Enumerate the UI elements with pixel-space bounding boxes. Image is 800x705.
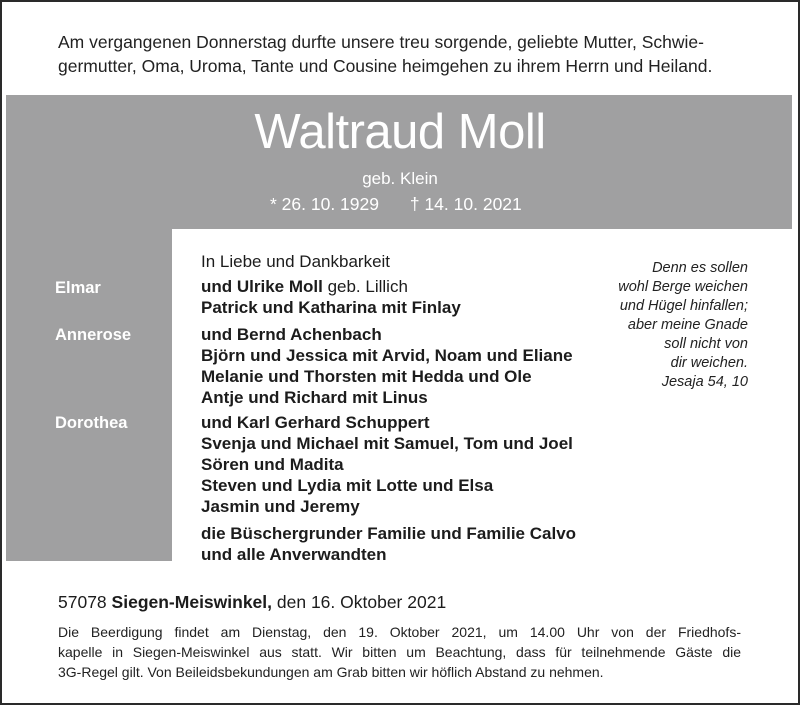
notice-line: 3G-Regel gilt. Von Beileidsbekundungen am Grab bitten wir höflich Abstand zu nehmen. xyxy=(58,664,604,680)
birth-date: * 26. 10. 1929 xyxy=(270,194,379,214)
mourner-name: Björn und Jessica mit Arvid, Noam und Eliane xyxy=(201,346,573,365)
mourner-name-suffix: geb. Lillich xyxy=(322,277,408,296)
maiden-name xyxy=(0,169,798,189)
notice-line: Die Beerdigung findet am Dienstag, den 19. Oktober 2021, um 14.00 Uhr von der Friedhofs- xyxy=(58,624,741,640)
verse-line: Denn es sollen xyxy=(652,260,748,276)
verse-line: dir weichen. xyxy=(670,355,748,371)
bible-verse xyxy=(578,259,748,392)
group-label-dorothea: Dorothea xyxy=(55,414,128,432)
deceased-name: Waltraud Moll xyxy=(254,105,546,159)
mourner-line xyxy=(201,366,532,387)
mourner-line xyxy=(201,297,461,318)
closing-line: die Büschergrunder Familie und Familie Calvo xyxy=(201,524,577,543)
mourner-name: Patrick und Katharina mit Finlay xyxy=(201,298,461,317)
mourner-line xyxy=(201,454,344,475)
mourner-line xyxy=(201,496,360,517)
life-dates xyxy=(270,194,522,215)
mourner-line xyxy=(201,433,573,454)
mourner-name: Svenja und Michael mit Samuel, Tom und Joel xyxy=(201,434,573,453)
intro-line: Am vergangenen Donnerstag durfte unsere treu sorgende, geliebte Mutter, Schwie- xyxy=(58,32,704,52)
mourner-line xyxy=(201,387,428,408)
mourner-name: und Ulrike Moll xyxy=(201,277,323,296)
mourner-line xyxy=(201,475,493,496)
intro-text xyxy=(58,30,748,78)
closing-line: und alle Anverwandten xyxy=(201,545,387,564)
mourner-name: Steven und Lydia mit Lotte und Elsa xyxy=(201,476,494,495)
date: den 16. Oktober 2021 xyxy=(276,592,447,612)
mourner-name: Melanie und Thorsten mit Hedda und Ole xyxy=(201,367,532,386)
town: Siegen-Meiswinkel, xyxy=(111,592,273,612)
intro-line: germutter, Oma, Uroma, Tante und Cousine heimgehen zu ihrem Herrn und Heiland. xyxy=(58,56,713,76)
zip-code: 57078 xyxy=(58,592,107,612)
notice-line: kapelle in Siegen-Meiswinkel aus statt. Wir bitten um Beachtung, dass für teilnehmende Gäste die xyxy=(58,644,741,660)
mourner-line xyxy=(201,324,382,345)
mourner-line xyxy=(201,345,573,366)
mourner-name: und Karl Gerhard Schuppert xyxy=(201,413,430,432)
maiden-name-text: geb. Klein xyxy=(362,169,438,188)
group-label-elmar: Elmar xyxy=(55,279,101,297)
mourner-line xyxy=(201,523,576,544)
mourner-name: Antje und Richard mit Linus xyxy=(201,388,428,407)
mourner-name: Sören und Madita xyxy=(201,455,344,474)
mourner-line xyxy=(201,412,430,433)
funeral-notice xyxy=(58,622,741,682)
verse-line: aber meine Gnade xyxy=(627,317,748,333)
place-date-line xyxy=(58,592,446,613)
death-date: † 14. 10. 2021 xyxy=(409,194,522,214)
mourner-line xyxy=(201,544,386,565)
mourner-name: und Bernd Achenbach xyxy=(201,325,382,344)
verse-line: soll nicht von xyxy=(664,336,748,352)
verse-line: und Hügel hinfallen; xyxy=(619,298,748,314)
mourners-heading: In Liebe und Dankbarkeit xyxy=(201,252,391,271)
verse-reference: Jesaja 54, 10 xyxy=(661,374,748,390)
mourner-name: Jasmin und Jeremy xyxy=(201,497,360,516)
verse-line: wohl Berge weichen xyxy=(618,279,748,295)
mourner-line xyxy=(201,276,408,297)
group-label-annerose: Annerose xyxy=(55,326,132,344)
